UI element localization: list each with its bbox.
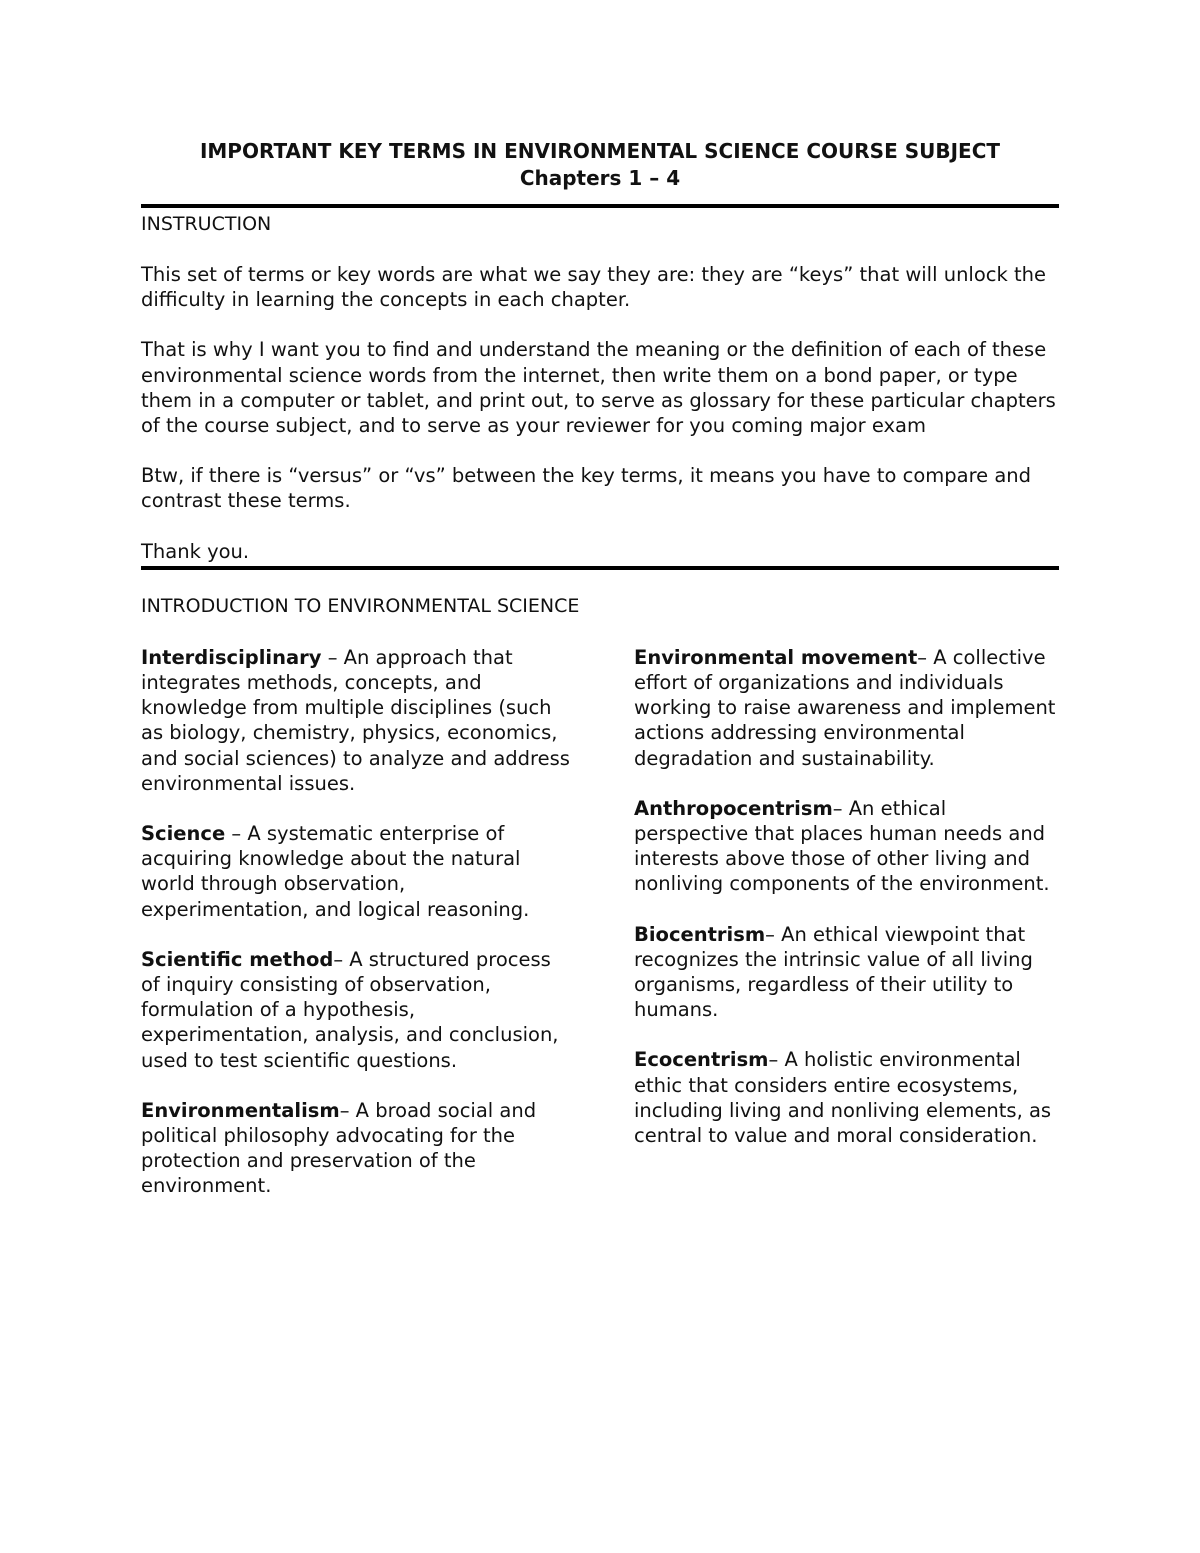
instruction-heading: INSTRUCTION bbox=[141, 213, 272, 235]
term-definition: A collective effort of organizations and individuals working to raise awareness and implement actions addressing environmental degradation and sustainability. bbox=[634, 645, 1056, 770]
glossary-entry bbox=[634, 645, 1059, 771]
term-definition: An approach that integrates methods, concepts, and knowledge from multiple disciplines (such as biology, chemistry, physics, economics, and social sciences) to analyze and address environmental issues. bbox=[141, 645, 570, 795]
instruction-paragraph: That is why I want you to find and understand the meaning or the definition of each of these environmental science words from the internet, then write them on a bond paper, or type them in a computer or tablet, and print out, to serve as glossary for these particular chapters of the course subject, and to serve as your reviewer for you coming major exam bbox=[141, 338, 1056, 438]
section-heading: INTRODUCTION TO ENVIRONMENTAL SCIENCE bbox=[141, 594, 580, 617]
term-name: Science bbox=[141, 822, 226, 846]
glossary-entry bbox=[141, 821, 571, 922]
glossary-columns bbox=[141, 645, 1059, 1224]
term-definition: An ethical viewpoint that recognizes the intrinsic value of all living organisms, regardless of their utility to humans. bbox=[634, 922, 1033, 1022]
glossary-entry bbox=[141, 947, 571, 1073]
term-definition: A structured process of inquiry consisting of observation, formulation of a hypothesis, experimentation, analysis, and conclusion, used to test scientific questions. bbox=[141, 947, 559, 1072]
term-separator: – bbox=[225, 822, 248, 846]
instruction-paragraph: Btw, if there is “versus” or “vs” between the key terms, it means you have to compare and contrast these terms. bbox=[141, 464, 1032, 513]
term-name: Interdisciplinary bbox=[141, 645, 322, 669]
term-separator: – bbox=[333, 947, 350, 971]
glossary-entry bbox=[141, 645, 571, 796]
section-divider bbox=[141, 566, 1059, 570]
glossary-entry bbox=[634, 1047, 1059, 1148]
term-name: Anthropocentrism bbox=[634, 796, 833, 820]
instruction-paragraph: This set of terms or key words are what we say they are: they are “keys” that will unlock the difficulty in learning the concepts in each chapter. bbox=[141, 263, 1046, 312]
term-name: Scientific method bbox=[141, 947, 334, 971]
document-page bbox=[141, 138, 1059, 1224]
term-separator: – bbox=[768, 1048, 785, 1072]
term-separator: – bbox=[917, 645, 934, 669]
top-divider bbox=[141, 204, 1059, 208]
glossary-entry bbox=[634, 922, 1059, 1023]
document-title: IMPORTANT KEY TERMS IN ENVIRONMENTAL SCIENCE COURSE SUBJECT bbox=[199, 139, 1001, 163]
term-definition: A holistic environmental ethic that considers entire ecosystems, including living and nonliving elements, as central to value and moral consideration. bbox=[634, 1048, 1052, 1148]
glossary-right-column bbox=[634, 645, 1059, 1224]
term-separator: – bbox=[321, 645, 344, 669]
term-definition: A broad social and political philosophy advocating for the protection and preservation of the environment. bbox=[141, 1098, 537, 1198]
term-definition: An ethical perspective that places human needs and interests above those of other living and nonliving components of the environment. bbox=[634, 796, 1050, 896]
term-definition: A systematic enterprise of acquiring knowledge about the natural world through observation, experimentation, and logical reasoning. bbox=[141, 822, 530, 921]
term-name: Environmentalism bbox=[141, 1098, 340, 1122]
glossary-entry bbox=[634, 796, 1059, 897]
term-separator: – bbox=[339, 1098, 356, 1122]
instruction-block bbox=[141, 212, 1059, 564]
term-separator: – bbox=[832, 796, 849, 820]
term-name: Environmental movement bbox=[634, 645, 918, 669]
term-name: Ecocentrism bbox=[634, 1048, 769, 1072]
instruction-thanks: Thank you. bbox=[141, 539, 250, 563]
term-separator: – bbox=[765, 922, 782, 946]
document-subtitle: Chapters 1 – 4 bbox=[519, 166, 681, 190]
glossary-left-column bbox=[141, 645, 571, 1224]
term-name: Biocentrism bbox=[634, 922, 766, 946]
glossary-entry bbox=[141, 1098, 571, 1199]
